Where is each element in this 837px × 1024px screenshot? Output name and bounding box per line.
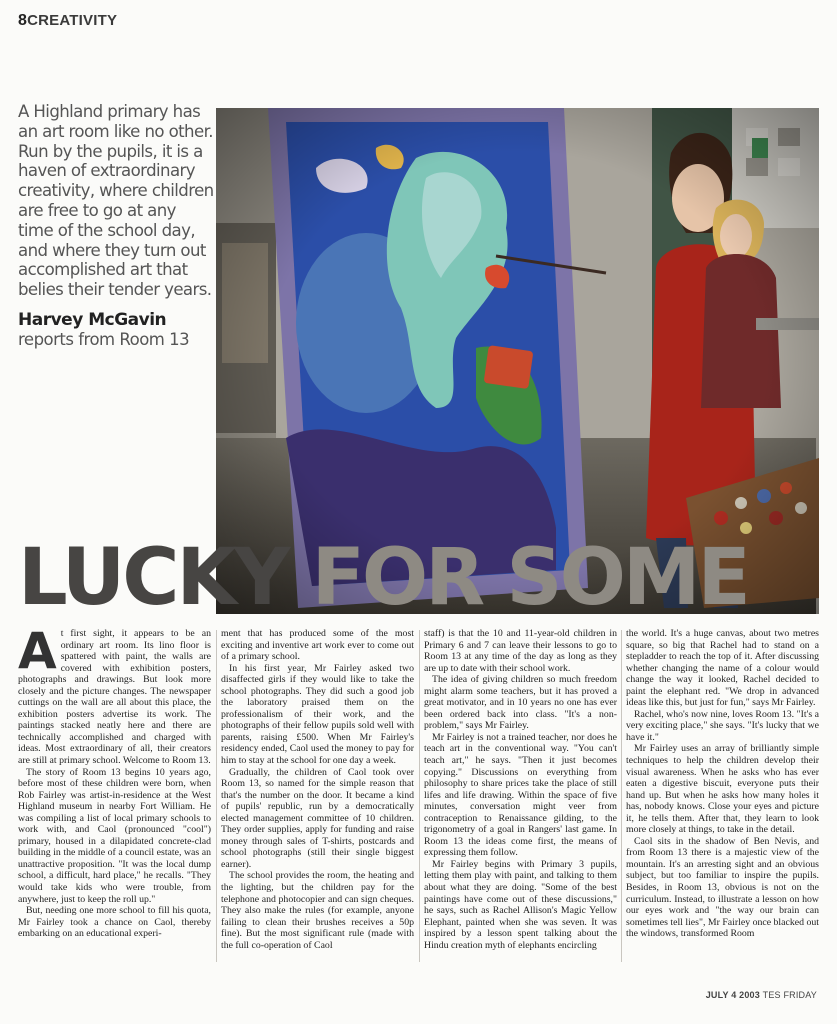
paragraph: Mr Fairley begins with Primary 3 pupils, letting them play with paint, and talking to them about what they are doing. "Some of the best paintings have come out of these discussions," he says, such as Rachel Allison's Magic Yellow Elephant, painted when she was seven. It was inspired by a lesson spent talking about the Hindu creation myth of elephants encircling <box>424 858 617 951</box>
headline-bold: LUCKY <box>18 533 288 623</box>
column-divider <box>216 630 217 962</box>
article-column-4 <box>626 628 819 940</box>
paragraph: Caol sits in the shadow of Ben Nevis, and from Room 13 there is a majestic view of the mountain. It's an arresting sight and an obvious subject, but too familiar to inspire the pupils. Besides, in Room 13, obvious is not on the curriculum. Instead, to illustrate a lesson on how our eyes work and "the way our brain can sometimes tell lies", Mr Fairley once blacked out the windows, transformed Room <box>626 835 819 940</box>
paragraph: The idea of giving children so much freedom might alarm some teachers, but it has proved a great motivator, and in 10 years no one has ever been ordered back into class. "It's a non-problem," says Mr Fairley. <box>424 674 617 732</box>
headline-light: FOR SOME <box>311 533 748 623</box>
paragraph: staff) is that the 10 and 11-year-old children in Primary 6 and 7 can leave their lessons to go to Room 13 at any time of the day as long as they are up to date with their school work. <box>424 628 617 674</box>
publication-name: TES FRIDAY <box>762 990 817 1000</box>
page-folio <box>18 12 117 30</box>
article-column-3 <box>424 628 617 951</box>
byline-location: reports from Room 13 <box>18 330 190 349</box>
headline <box>18 533 748 623</box>
paragraph: Gradually, the children of Caol took over Room 13, so named for the simple reason that that's the number on the door. It became a kind of pupils' republic, run by a democratically elected management committee of 10 children. They order supplies, apply for funding and raise money through sales of T-shirts, postcards and school photographs (still their single biggest earner). <box>221 766 414 870</box>
article-column-1 <box>18 622 211 940</box>
byline <box>18 310 214 350</box>
paragraph: In his first year, Mr Fairley asked two disaffected girls if they would like to take the school photographs. They did such a good job the laboratory praised them on the professionalism of their work, and the photographs of their fellow pupils sold well with parents, raising £500. When Mr Fairley's residency ended, Caol used the money to pay for him to stay at the school for one day a week. <box>221 662 414 767</box>
standfirst: A Highland primary has an art room like no other. Run by the pupils, it is a haven of extraordinary creativity, where children are free to go at any time of the school day, and where they turn out accomplished art that belies their tender years. <box>18 102 214 300</box>
paragraph: ment that has produced some of the most exciting and inventive art work ever to come out of a primary school. <box>221 628 414 663</box>
article-column-2 <box>221 628 414 951</box>
column-divider <box>621 630 622 962</box>
column-divider <box>419 630 420 962</box>
page-number: 8 <box>18 12 28 29</box>
paragraph: Mr Fairley is not a trained teacher, nor does he teach art in the conventional way. "You can't teach art," he says. "Then it just becomes copying." Discussions on everything from philosophy to share prices take the place of still lifes and life drawing. Within the space of five minutes, conversation might veer from contraception to Renaissance gilding, to the trigonometry of a goal in Rangers' last game. In Room 13 the ideas come first, the means of expressing them follow. <box>424 731 617 859</box>
paragraph: The story of Room 13 begins 10 years ago, before most of these children were born, when Rob Fairley was artist-in-residence at the West Highland museum in nearby Fort William. He was compiling a list of local primary schools to work with, and Caol (pronounced "cool") primary, housed in a dilapidated concrete-clad building in the middle of a council estate, was an unattractive proposition. "It was the local dump school, a difficult, hard place," he recalls. "They would take kids who were trouble, from anywhere, just to keep the roll up." <box>18 766 211 905</box>
dropcap: A <box>18 622 57 680</box>
issue-date: JULY 4 2003 <box>705 990 760 1000</box>
paragraph: Rachel, who's now nine, loves Room 13. "It's a very exciting place," she says. "It's lucky that we have it." <box>626 708 819 743</box>
paragraph: But, needing one more school to fill his quota, Mr Fairley took a chance on Caol, thereby embarking on an educational experi- <box>18 905 211 940</box>
page-footer <box>706 990 817 1000</box>
paragraph: The school provides the room, the heating and the lighting, but the children pay for the telephone and photocopier and can sign cheques. They also make the rules (for example, anyone failing to clean their brushes receives a 50p fine). But the most significant rule (made with the full co-operation of Caol <box>221 870 414 951</box>
paragraph: Mr Fairley uses an array of brilliantly simple techniques to help the children develop their visual awareness. When he asks who has ever eaten a digestive biscuit, everyone puts their hand up. But when he asks how many holes it has, nobody knows. Close your eyes and picture it, he tells them. After that, they learn to look more closely at things, to take in the detail. <box>626 743 819 836</box>
paragraph: the world. It's a huge canvas, about two metres square, so big that Rachel had to stand on a stepladder to reach the top of it. After discussing whether changing the name of a colour would change the way it looked, Rachel decided to paint the elephant red. "We drop in advanced ideas like this, but just for fun," says Mr Fairley. <box>626 628 819 709</box>
paragraph: At first sight, it appears to be an ordinary art room. Its lino floor is spattered with paint, the walls are covered with exhibition posters, photographs and drawings. But look more closely and the picture changes. The newspaper cuttings on the wall are all about this place, the exhibition posters advertise its work. The paintings stacked neatly here and there are technically accomplished and charged with ideas. Most extraordinary of all, their creators are still at primary school. Welcome to Room 13. <box>18 622 211 767</box>
section-name: CREATIVITY <box>27 12 118 29</box>
author-name: Harvey McGavin <box>18 310 167 330</box>
